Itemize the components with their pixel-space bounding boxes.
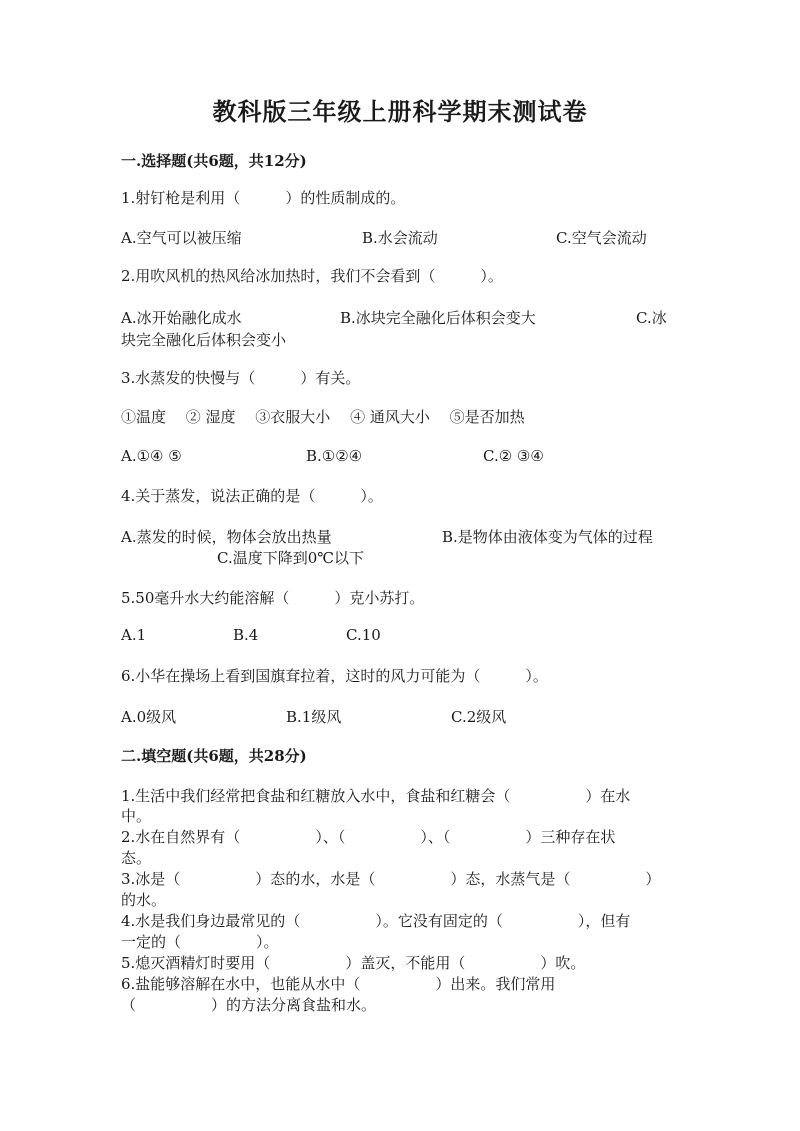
question-2-stem: 2.用吹风机的热风给冰加热时，我们不会看到（ ）。 <box>121 267 503 285</box>
fill-question-3-line-1: 3.冰是（ ）态的水，水是（ ）态，水蒸气是（ ） <box>121 870 661 888</box>
question-2-option-b: B.冰块完全融化后体积会变大 <box>340 309 536 327</box>
question-6-option-c: C.2级风 <box>451 708 507 726</box>
question-2-option-c: C.冰 <box>636 309 667 327</box>
question-3-option-a: A.①④ ⑤ <box>121 447 182 465</box>
fill-question-2-line-2: 态。 <box>121 849 152 867</box>
fill-question-4-line-1: 4.水是我们身边最常见的（ ）。它没有固定的（ ），但有 <box>121 912 631 930</box>
question-3-stem: 3.水蒸发的快慢与（ ）有关。 <box>121 369 361 387</box>
question-3-factors: ①温度 ② 湿度 ③衣服大小 ④ 通风大小 ⑤是否加热 <box>121 408 525 426</box>
question-1-option-c: C.空气会流动 <box>556 229 647 247</box>
question-3-option-c: C.② ③④ <box>483 447 544 465</box>
question-5-option-b: B.4 <box>233 626 259 644</box>
question-1-stem: 1.射钉枪是利用（ ）的性质制成的。 <box>121 189 406 207</box>
question-6-stem: 6.小华在操场上看到国旗耷拉着，这时的风力可能为（ ）。 <box>121 667 548 685</box>
fill-question-6-line-2: （ ）的方法分离食盐和水。 <box>121 996 377 1014</box>
question-1-option-a: A.空气可以被压缩 <box>121 229 242 247</box>
question-5-option-c: C.10 <box>346 626 381 644</box>
question-1-option-b: B.水会流动 <box>362 229 438 247</box>
question-4-option-b: B.是物体由液体变为气体的过程 <box>442 528 653 546</box>
question-6-option-a: A.0级风 <box>121 708 177 726</box>
fill-question-2-line-1: 2.水在自然界有（ ）、（ ）、（ ）三种存在状 <box>121 828 616 846</box>
question-3-option-b: B.①②④ <box>306 447 363 465</box>
question-2-option-c-continued: 块完全融化后体积会变小 <box>121 331 287 349</box>
question-4-option-a: A.蒸发的时候，物体会放出热量 <box>121 528 332 546</box>
fill-question-6-line-1: 6.盐能够溶解在水中，也能从水中（ ）出来。我们常用 <box>121 975 556 993</box>
fill-question-5: 5.熄灭酒精灯时要用（ ）盖灭，不能用（ ）吹。 <box>121 954 586 972</box>
question-6-option-b: B.1级风 <box>286 708 342 726</box>
question-4-stem: 4.关于蒸发，说法正确的是（ ）。 <box>121 487 383 505</box>
fill-question-4-line-2: 一定的（ ）。 <box>121 933 279 951</box>
fill-question-1-line-1: 1.生活中我们经常把食盐和红糖放入水中，食盐和红糖会（ ）在水 <box>121 787 631 805</box>
page-title: 教科版三年级上册科学期末测试卷 <box>212 97 588 126</box>
fill-question-1-line-2: 中。 <box>121 807 152 825</box>
question-5-stem: 5.50毫升水大约能溶解（ ）克小苏打。 <box>121 589 425 607</box>
question-4-option-c: C.温度下降到0℃以下 <box>217 549 365 567</box>
section-heading-fill-blank: 二.填空题(共6题，共28分) <box>121 747 307 765</box>
question-5-option-a: A.1 <box>121 626 147 644</box>
question-2-option-a: A.冰开始融化成水 <box>121 309 242 327</box>
fill-question-3-line-2: 的水。 <box>121 891 167 909</box>
section-heading-choice: 一.选择题(共6题，共12分) <box>121 152 307 170</box>
